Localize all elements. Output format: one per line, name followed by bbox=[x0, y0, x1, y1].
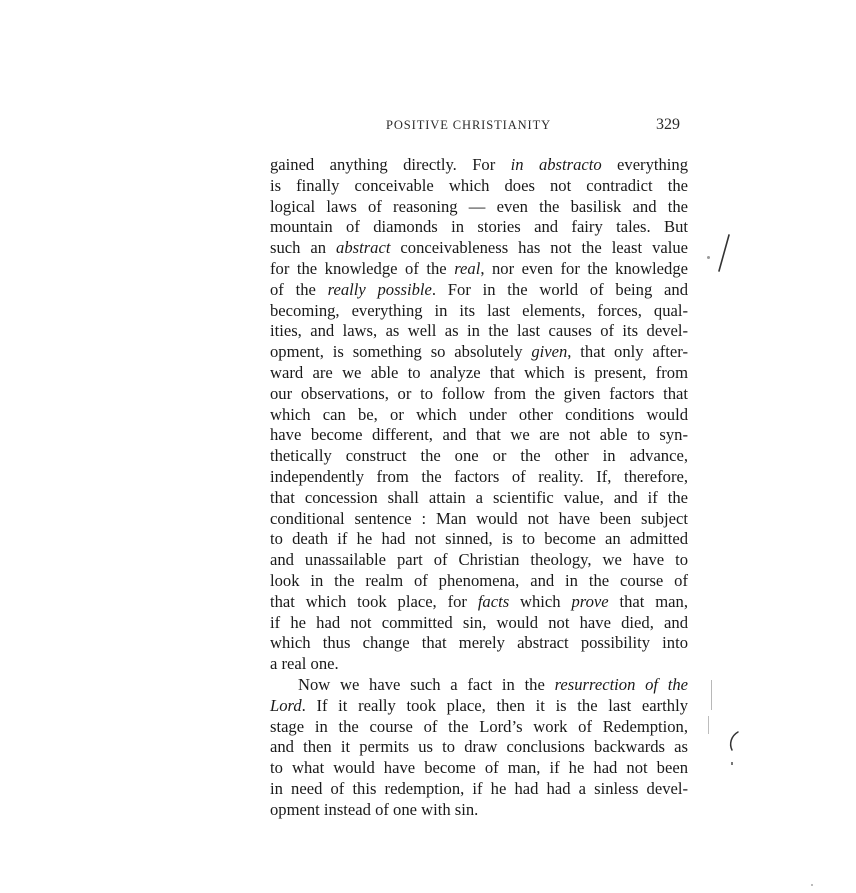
text-run: that man, bbox=[608, 591, 688, 611]
text-run: . For in the world of being and bbox=[431, 279, 688, 299]
text-line bbox=[270, 758, 688, 779]
text-run: thetically construct the one or the other in advance, bbox=[270, 446, 688, 466]
text-line bbox=[270, 779, 688, 800]
text-run: which bbox=[509, 591, 572, 611]
text-line bbox=[270, 301, 688, 322]
text-run: which can be, or which under other conditions would bbox=[270, 404, 688, 424]
text-line bbox=[270, 571, 688, 592]
text-run: is finally conceivable which does not contradict the bbox=[270, 175, 688, 195]
text-line bbox=[270, 592, 688, 613]
text-run: and unassailable part of Christian theology, we have to bbox=[270, 550, 688, 570]
page-number: 329 bbox=[656, 116, 680, 133]
italic-text: resurrection of the bbox=[554, 674, 689, 694]
text-run: such an bbox=[270, 238, 337, 258]
margin-pencil-tick-mark bbox=[731, 762, 733, 765]
text-run: for the knowledge of the bbox=[270, 258, 455, 278]
running-head bbox=[270, 118, 688, 138]
body-text bbox=[270, 155, 688, 821]
text-run: to death if he had not sinned, is to become an admitted bbox=[270, 529, 688, 549]
text-line bbox=[270, 654, 688, 675]
text-run: mountain of diamonds in stories and fairy tales. But bbox=[270, 217, 688, 237]
text-run: . If it really took place, then it is the last earthly bbox=[301, 695, 688, 715]
text-line bbox=[270, 633, 688, 654]
margin-pencil-bar-mark bbox=[711, 680, 712, 710]
italic-text: Lord bbox=[270, 695, 302, 715]
italic-text: given bbox=[531, 342, 568, 362]
italic-text: in abstracto bbox=[510, 155, 602, 174]
text-run: if he had not committed sin, would not have died, and bbox=[270, 612, 688, 632]
text-line bbox=[270, 280, 688, 301]
text-line bbox=[270, 176, 688, 197]
text-run: which thus change that merely abstract possibility into bbox=[270, 633, 688, 653]
text-run: of the bbox=[270, 279, 328, 299]
text-run: ities, and laws, as well as in the last causes of its devel- bbox=[270, 321, 688, 341]
text-run: opment, is something so absolutely bbox=[270, 342, 532, 362]
text-run: , nor even for the knowledge bbox=[480, 258, 688, 278]
text-line bbox=[270, 675, 688, 696]
text-line bbox=[270, 550, 688, 571]
text-line bbox=[270, 488, 688, 509]
text-line bbox=[270, 238, 688, 259]
text-run: gained anything directly. For bbox=[270, 155, 511, 174]
margin-pencil-paren-mark bbox=[727, 730, 741, 752]
text-run: stage in the course of the Lord’s work of Redemption, bbox=[270, 716, 688, 736]
running-title: POSITIVE CHRISTIANITY bbox=[386, 118, 552, 132]
italic-text: really possible bbox=[327, 279, 432, 299]
text-line bbox=[270, 405, 688, 426]
text-run: have become different, and that we are not able to syn- bbox=[270, 425, 688, 445]
text-line bbox=[270, 342, 688, 363]
text-line bbox=[270, 155, 688, 176]
text-line bbox=[270, 737, 688, 758]
text-run: to what would have become of man, if he had not been bbox=[270, 758, 688, 778]
text-run: everything bbox=[601, 155, 688, 174]
text-run: that concession shall attain a scientific value, and if the bbox=[270, 487, 688, 507]
text-run: that which took place, for bbox=[270, 591, 478, 611]
text-run: logical laws of reasoning — even the basilisk and the bbox=[270, 196, 688, 216]
margin-pencil-dot-mark bbox=[707, 256, 710, 259]
text-run: becoming, everything in its last elements, forces, qual- bbox=[270, 300, 688, 320]
text-line bbox=[270, 446, 688, 467]
text-run: conditional sentence : Man would not have been subject bbox=[270, 508, 688, 528]
italic-text: facts bbox=[477, 591, 510, 611]
text-run: and then it permits us to draw conclusions backwards as bbox=[270, 737, 688, 757]
text-line bbox=[270, 509, 688, 530]
text-run: look in the realm of phenomena, and in the course of bbox=[270, 570, 688, 590]
text-line bbox=[270, 467, 688, 488]
text-line bbox=[270, 800, 688, 821]
italic-text: abstract bbox=[336, 238, 391, 258]
text-line bbox=[270, 613, 688, 634]
text-run: opment instead of one with sin. bbox=[270, 799, 479, 819]
text-line bbox=[270, 321, 688, 342]
text-line bbox=[270, 197, 688, 218]
text-line bbox=[270, 425, 688, 446]
text-run: in need of this redemption, if he had had a sinless devel- bbox=[270, 778, 688, 798]
text-run: Now we have such a fact in the bbox=[298, 674, 555, 694]
text-run: , that only after- bbox=[567, 342, 688, 362]
italic-text: real bbox=[454, 258, 481, 278]
margin-pencil-slash-mark bbox=[717, 234, 731, 272]
text-line bbox=[270, 384, 688, 405]
text-run: a real one. bbox=[270, 654, 339, 674]
italic-text: prove bbox=[571, 591, 609, 611]
text-line bbox=[270, 529, 688, 550]
text-line bbox=[270, 259, 688, 280]
text-run: independently from the factors of reality. If, therefore, bbox=[270, 466, 688, 486]
margin-pencil-bar-mark bbox=[708, 716, 709, 734]
text-run: our observations, or to follow from the given factors that bbox=[270, 383, 688, 403]
text-line bbox=[270, 217, 688, 238]
text-line bbox=[270, 363, 688, 384]
text-line bbox=[270, 717, 688, 738]
margin-speck-mark bbox=[811, 884, 813, 886]
text-run: conceivableness has not the least value bbox=[390, 238, 688, 258]
text-line bbox=[270, 696, 688, 717]
text-run: ward are we able to analyze that which is present, from bbox=[270, 362, 688, 382]
